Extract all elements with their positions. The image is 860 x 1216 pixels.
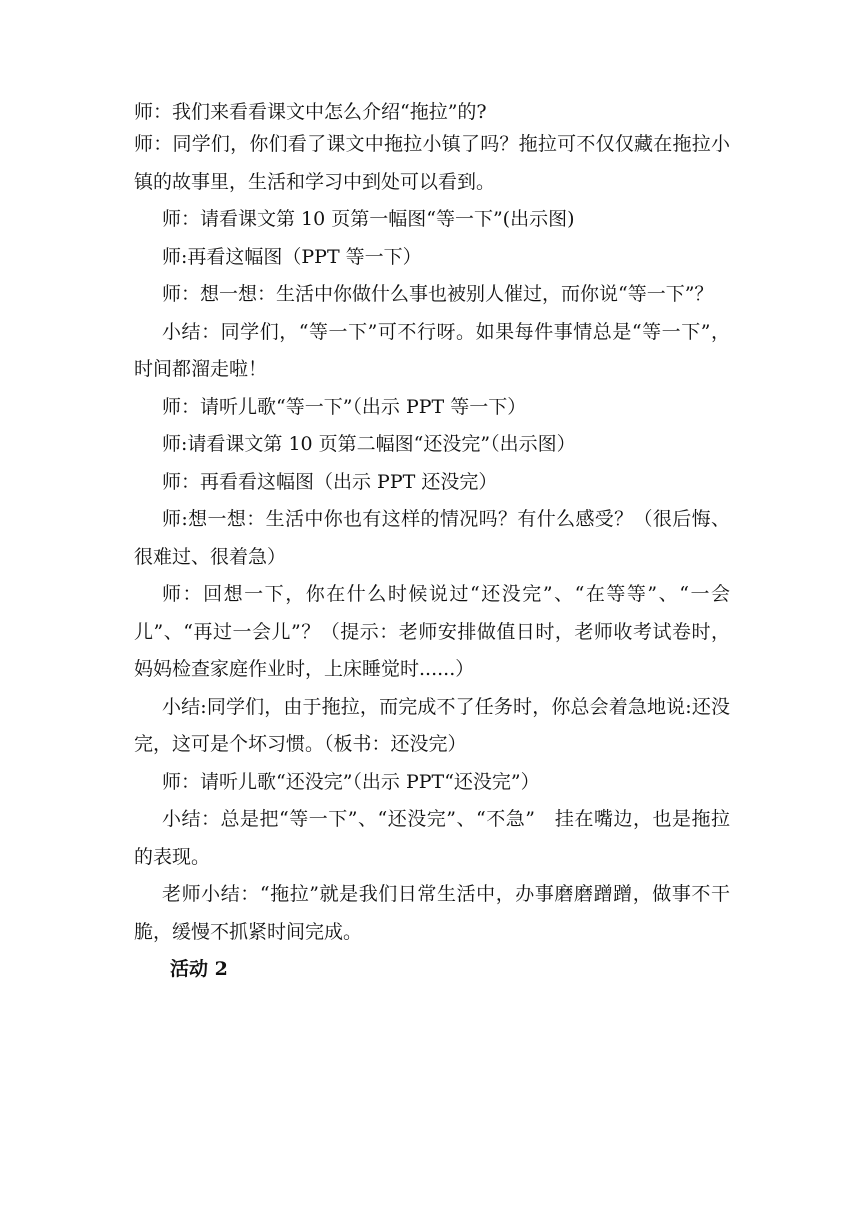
- paragraph-10: 师:想一想：生活中你也有这样的情况吗？有什么感受？（很后悔、很难过、很着急）: [134, 508, 730, 568]
- paragraph-13: 师：请听儿歌“还没完”（出示 PPT“还没完”）: [162, 770, 540, 793]
- paragraph-5: 师：想一想：生活中你做什么事也被别人催过，而你说“等一下”？: [162, 283, 714, 305]
- paragraph-4: 师:再看这幅图（PPT 等一下）: [162, 245, 422, 268]
- paragraph-1: 师：我们来看看课文中怎么介绍“拖拉”的?: [134, 101, 487, 123]
- paragraph-9: 师：再看看这幅图（出示 PPT 还没完）: [162, 470, 498, 493]
- section-heading: 活动 2: [170, 958, 228, 980]
- paragraph-11: 师：回想一下，你在什么时候说过“还没完”、“在等等”、“一会儿”、“再过一会儿”？（提示：老师安排做值日时，老师收考试卷时，妈妈检查家庭作业时，上床睡觉时......）: [134, 583, 730, 680]
- paragraph-15: 老师小结：“拖拉”就是我们日常生活中，办事磨磨蹭蹭，做事不干脆，缓慢不抓紧时间完成。: [134, 883, 730, 943]
- paragraph-8: 师:请看课文第 10 页第二幅图“还没完”（出示图）: [162, 433, 576, 455]
- paragraph-2: 师：同学们，你们看了课文中拖拉小镇了吗？拖拉可不仅仅藏在拖拉小镇的故事里，生活和学习中到处可以看到。: [134, 133, 730, 193]
- paragraph-14: 小结：总是把“等一下”、“还没完”、“不急” 挂在嘴边，也是拖拉的表现。: [134, 808, 730, 868]
- paragraph-3: 师：请看课文第 10 页第一幅图“等一下”(出示图): [162, 208, 575, 230]
- paragraph-12: 小结:同学们，由于拖拉，而完成不了任务时，你总会着急地说:还没完，这可是个坏习惯。（板书：还没完）: [134, 695, 730, 755]
- document-page: [134, 100, 730, 989]
- paragraph-7: 师：请听儿歌“等一下”（出示 PPT 等一下）: [162, 395, 527, 418]
- paragraph-6: 小结：同学们，“等一下”可不行呀。如果每件事情总是“等一下”，时间都溜走啦！: [134, 320, 730, 380]
